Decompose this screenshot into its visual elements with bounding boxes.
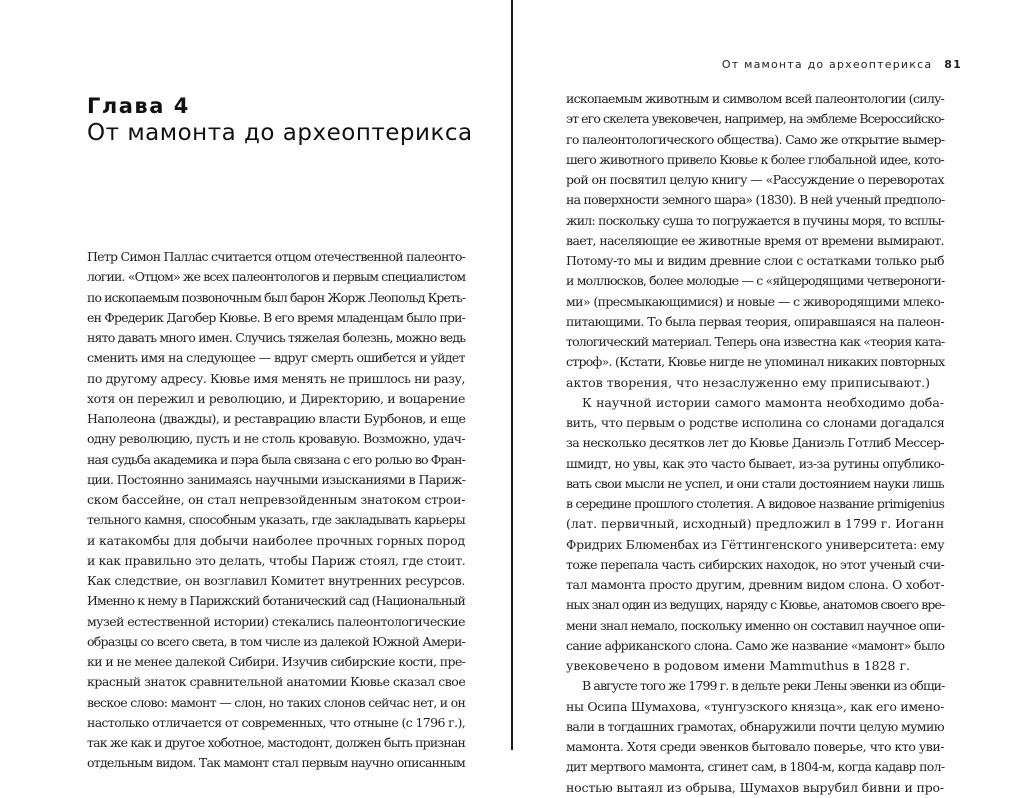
text-line: Потому-то мы и видим древние слои с остатками только рыб: [566, 253, 944, 268]
text-line: сменить имя на следующее — вдруг смерть ошибется и уйдет: [87, 350, 465, 366]
running-head-title: От мамонта до археоптерикса: [721, 58, 933, 71]
text-line: вает, населяющие ее животные время от времени вымирают.: [566, 232, 944, 248]
text-line: тал мамонта просто другим, древним видом слона. О хобот-: [566, 577, 945, 592]
text-line: по ископаемым позвоночным был барон Жорж Леопольд Креть-: [87, 289, 466, 305]
text-line: вали в тогдашних грамотах, обнаружили почти целую мумию: [566, 718, 945, 734]
text-line: питающими. То была первая теория, опиравшаяся на палеон-: [566, 313, 945, 329]
text-line: ископаемым животным и символом всей палеонтологии (силу-: [566, 91, 945, 106]
right-body-text: [566, 89, 944, 798]
text-line: шмидт, но увы, как это часто бывает, из-за рутины опублико-: [566, 455, 945, 471]
text-line: тологический материал. Теперь она известна как «теория ката-: [566, 334, 945, 349]
text-line: Фридрих Блюменбах из Гёттингенского университета: ему: [566, 536, 945, 552]
text-line: шего животного привело Кювье к более глобальной идее, кото-: [566, 151, 944, 167]
text-line: одну революцию, пусть и не столь кровавую. Возможно, удач-: [87, 431, 465, 447]
text-line: Петр Симон Паллас считается отцом отечественной палеонто-: [87, 249, 466, 264]
text-line: строф». (Кстати, Кювье нигде не упоминал никаких повторных: [566, 354, 945, 370]
text-line: образцы со всего света, в том числе из далекой Южной Амери-: [87, 633, 466, 649]
text-line: на поверхности земного шара» (1830). В ней ученый предполо-: [566, 192, 945, 208]
text-line: (лат. первичный, исходный) предложил в 1799 г. Иоганн: [566, 516, 945, 532]
text-line: и моллюсков, более молодые — с «яйцеродящими четвероноги-: [566, 273, 945, 289]
book-spine-divider: [511, 0, 513, 750]
text-line: веское слово: мамонт — слон, но таких слонов сейчас нет, и он: [87, 694, 466, 710]
text-line: нято давать много имен. Случись тяжелая болезнь, можно ведь: [87, 330, 466, 345]
text-line: тоже перепала часть сибирских находок, но этот ученый счи-: [566, 556, 945, 572]
text-line: в середине прошлого столетия. А видовое название primigenius: [566, 496, 945, 511]
text-line: за несколько десятков лет до Кювье Даниэль Готлиб Мессер-: [566, 435, 945, 451]
text-line: ском бассейне, он стал непревзойденным знатоком строи-: [87, 492, 466, 507]
text-line: отдельным видом. Так мамонт стал первым научно описанным: [87, 755, 465, 771]
text-line: и катакомбы для добычи наиболее прочных горных пород: [87, 532, 465, 548]
text-line: и как правильно это делать, чтобы Париж стоял, где стоит.: [87, 552, 466, 568]
text-line: сание африканского слона. Само же название «мамонт» было: [566, 637, 945, 653]
text-line: так же как и другое хоботное, мастодонт, должен быть признан: [87, 735, 465, 750]
text-line: дит мертвого мамонта, сгинет сам, в 1804-м, когда кадавр пол-: [566, 759, 945, 775]
text-line: ен Фредерик Дагобер Кювье. В его время младенцам было при-: [87, 309, 466, 325]
text-line: актов творения, что незаслуженно ему приписывают.): [566, 374, 930, 390]
text-line: вить, что первым о родстве исполина со слонами догадался: [566, 415, 945, 430]
text-line: Именно к нему в Парижский ботанический сад (Национальный: [87, 593, 465, 609]
text-line: увековечено в родовом имени Mammuthus в 1828 г.: [566, 658, 911, 673]
text-line: музей естественной истории) стекались палеонтологические: [87, 613, 466, 629]
text-line: В августе того же 1799 г. в дельте реки Лены эвенки из общи-: [582, 678, 945, 694]
text-line: тельного камня, способным указать, где закладывать карьеры: [87, 512, 465, 528]
text-line: эт его скелета увековечен, например, на эмблеме Всероссийско-: [566, 111, 944, 127]
text-line: ная судьба академика и пэра была связана с его ролью во Фран-: [87, 451, 465, 467]
text-line: мени знал немало, поскольку именно он составил научное опи-: [566, 617, 945, 633]
text-line: Наполеона (дважды), и реставрацию власти Бурбонов, и еще: [87, 411, 466, 426]
text-line: настолько отличается от современных, что отныне (с 1796 г.),: [87, 714, 466, 730]
right-page: [514, 0, 1026, 795]
text-line: жил: поскольку суша то погружается в пучины моря, то всплы-: [566, 212, 945, 228]
text-line: ки и не менее далекой Сибири. Изучив сибирские кости, пре-: [87, 654, 466, 669]
text-line: Как следствие, он возглавил Комитет внутренних ресурсов.: [87, 573, 465, 588]
text-line: ных знал один из ведущих, наряду с Кювье, анатомов своего вре-: [566, 597, 945, 613]
text-line: мамонта. Хотя среди эвенков бытовало поверье, что кто уви-: [566, 739, 944, 754]
text-line: по другому адресу. Кювье имя менять не пришлось ни разу,: [87, 370, 466, 386]
text-line: вать свои мысли не успел, и они стали достоянием науки лишь: [566, 475, 944, 491]
left-body-text: [87, 247, 465, 774]
text-line: К научной истории самого мамонта необходимо доба-: [582, 394, 944, 410]
running-head: [722, 58, 962, 71]
left-page: [0, 0, 512, 771]
text-line: рой он посвятил целую книгу — «Рассуждение о переворотах: [566, 172, 944, 187]
text-line: логии. «Отцом» же всех палеонтологов и первым специалистом: [87, 269, 466, 285]
text-line: го палеонтологического общества). Само же открытие вымер-: [566, 131, 945, 147]
page-number: 81: [944, 58, 962, 71]
text-line: ностью вытаял из обрыва, Шумахов вырубил бивни и про-: [566, 779, 944, 795]
text-line: ми» (пресмыкающимися) и новые — с живородящими млеко-: [566, 293, 944, 309]
chapter-label: Глава 4: [87, 94, 190, 118]
chapter-title: От мамонта до археоптерикса: [87, 120, 473, 146]
text-line: ны Осипа Шумахова, «тунгузского князца», как его имено-: [566, 698, 944, 714]
text-line: хотя он пережил и революцию, и Директорию, и воцарение: [87, 390, 465, 406]
text-line: ции. Постоянно занимаясь научными изысканиями в Париж-: [87, 471, 466, 487]
text-line: красный знаток сравнительной анатомии Кювье сказал свое: [87, 674, 466, 690]
